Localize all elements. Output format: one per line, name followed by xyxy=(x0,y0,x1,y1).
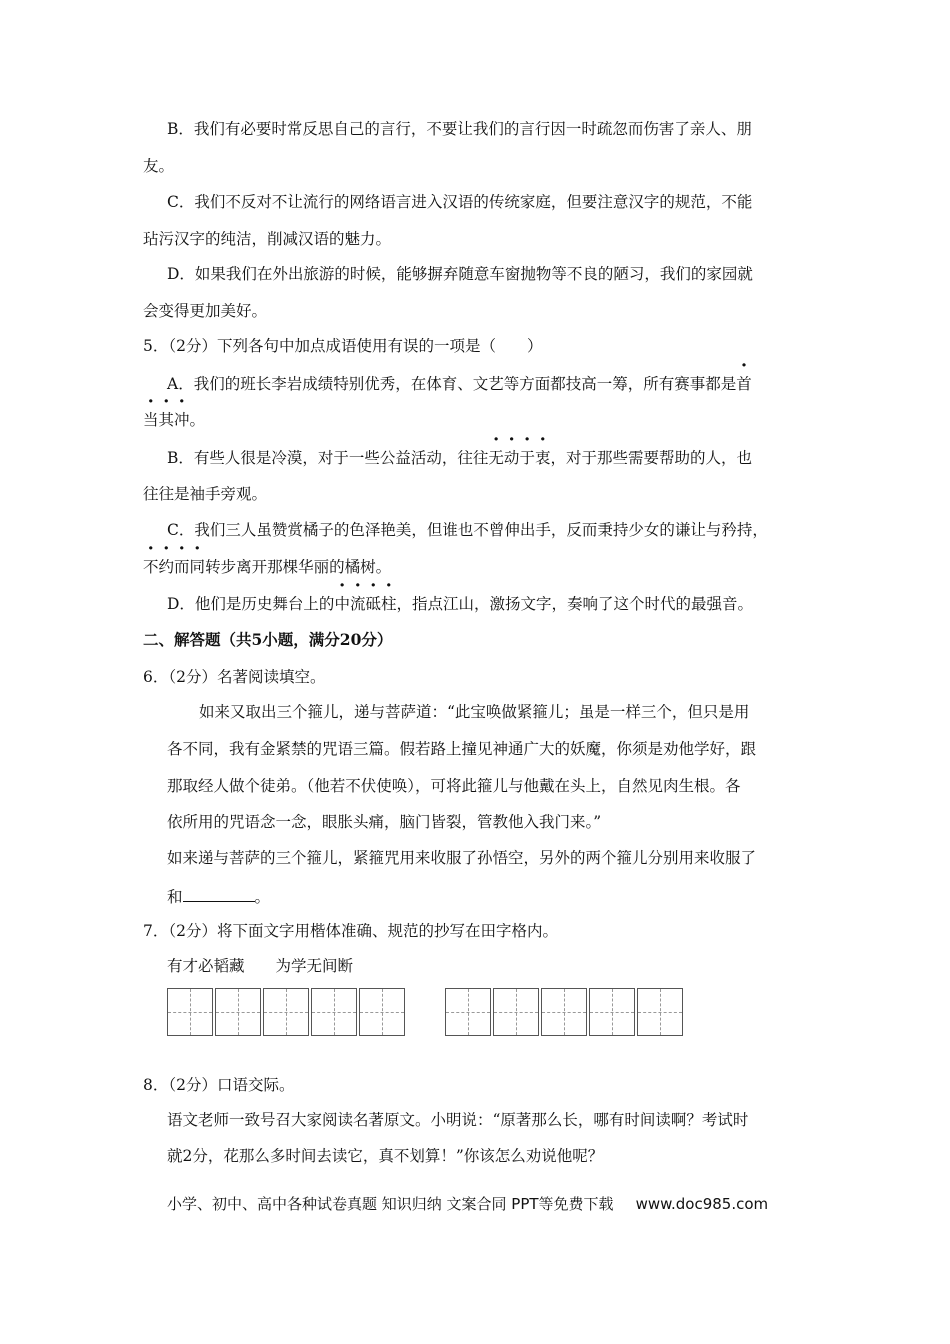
q5-a-dotted-idiom xyxy=(143,410,190,430)
dotted-char: 砥 xyxy=(365,595,381,613)
q5-option-b-line2: 往往是袖手旁观。 xyxy=(143,485,268,503)
q5-b-text-end: ，对于那些需要帮助的人，也 xyxy=(550,449,752,467)
q4-option-d-line1: D．如果我们在外出旅游的时候，能够摒弃随意车窗抛物等不良的陋习，我们的家园就 xyxy=(167,265,753,283)
tianzige-cell[interactable] xyxy=(263,988,309,1036)
q5-stem: 5．（2分）下列各句中加点成语使用有误的一项是（ ） xyxy=(143,337,543,355)
dotted-char: 当 xyxy=(143,411,159,429)
q6-question-line2 xyxy=(167,885,270,907)
dotted-char: 中 xyxy=(334,595,350,613)
q7-copy-text: 有才必韬藏 为学无间断 xyxy=(167,957,354,975)
q5-option-d xyxy=(167,594,753,614)
tianzige-cell[interactable] xyxy=(541,988,587,1036)
q5-d-dotted-idiom xyxy=(334,595,396,613)
q5-b-text: B．有些人很是冷漠，对于一些公益活动，往往 xyxy=(167,449,489,467)
q5-d-text-end: ，指点江山，激扬文字，奏响了这个时代的最强音。 xyxy=(396,595,754,613)
q8-body-line2: 就2分，花那么多时间去读它，真不划算！”你该怎么劝说他呢？ xyxy=(167,1147,604,1165)
page-footer xyxy=(167,1193,768,1214)
dotted-char: 动 xyxy=(503,449,520,467)
q4-option-d-line2: 会变得更加美好。 xyxy=(143,302,268,320)
dotted-char: 其 xyxy=(158,411,175,429)
q6-question-line1: 如来递与菩萨的三个箍儿，紧箍咒用来收服了孙悟空，另外的两个箍儿分别用来收服了 xyxy=(167,849,757,867)
q7-stem: 7．（2分）将下面文字用楷体准确、规范的抄写在田字格内。 xyxy=(143,922,558,940)
q4-option-c-line1: C．我们不反对不让流行的网络语言进入汉语的传统家庭，但要注意汉字的规范，不能 xyxy=(167,193,753,211)
q6-quote-line4: 依所用的咒语念一念，眼胀头痛，脑门皆裂，管教他入我门来。” xyxy=(167,813,602,831)
q5-option-c-line1: C．我们三人虽赞赏橘子的色泽艳美，但谁也不曾伸出手，反而秉持少女的谦让与矜持， xyxy=(167,521,768,539)
q6-answer-blank[interactable] xyxy=(183,885,255,902)
tianzige-cell[interactable] xyxy=(167,988,213,1036)
tianzige-cell[interactable] xyxy=(445,988,491,1036)
dotted-char: 约 xyxy=(158,558,175,576)
tianzige-cell[interactable] xyxy=(215,988,261,1036)
dotted-char: 于 xyxy=(519,449,535,467)
q5-c-dotted-idiom xyxy=(143,558,205,576)
q5-c-text-end: 转步离开那棵华丽的橘树。 xyxy=(205,558,392,576)
q4-option-c-line2: 玷污汉字的纯洁，削减汉语的魅力。 xyxy=(143,230,392,248)
q4-option-b-line1: B．我们有必要时常反思自己的言行，不要让我们的言行因一时疏忽而伤害了亲人、朋 xyxy=(167,120,752,138)
q5-b-dotted-idiom xyxy=(488,449,550,467)
q5-a-text: A．我们的班长李岩成绩特别优秀，在体育、文艺等方面都技高一筹，所有赛事都是 xyxy=(167,375,737,393)
tianzige-cell[interactable] xyxy=(311,988,357,1036)
tianzige-cell[interactable] xyxy=(359,988,405,1036)
tianzige-cell[interactable] xyxy=(493,988,539,1036)
q5-option-b-line1 xyxy=(167,448,752,468)
tianzige-cell[interactable] xyxy=(589,988,635,1036)
q6-quote-line2: 各不同，我有金紧禁的咒语三篇。假若路上撞见神通广大的妖魔，你须是劝他学好，跟 xyxy=(167,740,757,758)
dotted-char: 衷 xyxy=(534,449,551,467)
q8-body-line1: 语文老师一致号召大家阅读名著原文。小明说：“原著那么长，哪有时间读啊？考试时 xyxy=(167,1111,749,1129)
q5-a-end: 。 xyxy=(189,411,206,429)
q5-d-text: D．他们是历史舞台上的 xyxy=(167,595,335,613)
dotted-char: 同 xyxy=(189,558,206,576)
dotted-char: 流 xyxy=(349,595,366,613)
q6-stem: 6．（2分）名著阅读填空。 xyxy=(143,668,326,686)
q5-a-dotted-char: 首 xyxy=(736,375,752,393)
tianzige-grid-right xyxy=(445,988,683,1038)
dotted-char: 不 xyxy=(143,558,159,576)
q5-option-a-line1 xyxy=(167,374,752,394)
q6-question-end: 。 xyxy=(254,888,271,906)
q6-question-text: 和 xyxy=(167,888,183,906)
dotted-char: 无 xyxy=(488,449,504,467)
footer-site[interactable]: www.doc985.com xyxy=(635,1195,769,1213)
section-2-heading: 二、解答题（共5小题，满分20分） xyxy=(143,630,393,649)
q8-stem: 8．（2分）口语交际。 xyxy=(143,1076,295,1094)
tianzige-grid-left xyxy=(167,988,405,1038)
dotted-char: 冲 xyxy=(174,411,190,429)
dotted-char: 而 xyxy=(174,558,190,576)
q6-quote-line1: 如来又取出三个箍儿，递与菩萨道：“此宝唤做紧箍儿；虽是一样三个，但只是用 xyxy=(199,703,750,721)
q5-option-c-line2 xyxy=(143,557,391,577)
q5-option-a-line2 xyxy=(143,410,205,430)
tianzige-cell[interactable] xyxy=(637,988,683,1036)
dotted-char: 柱 xyxy=(380,595,397,613)
q4-option-b-line2: 友。 xyxy=(143,157,175,175)
q6-quote-line3: 那取经人做个徒弟。（他若不伏使唤），可将此箍儿与他戴在头上，自然见肉生根。各 xyxy=(167,777,741,795)
footer-text: 小学、初中、高中各种试卷真题 知识归纳 文案合同 PPT等免费下载 xyxy=(167,1195,614,1213)
